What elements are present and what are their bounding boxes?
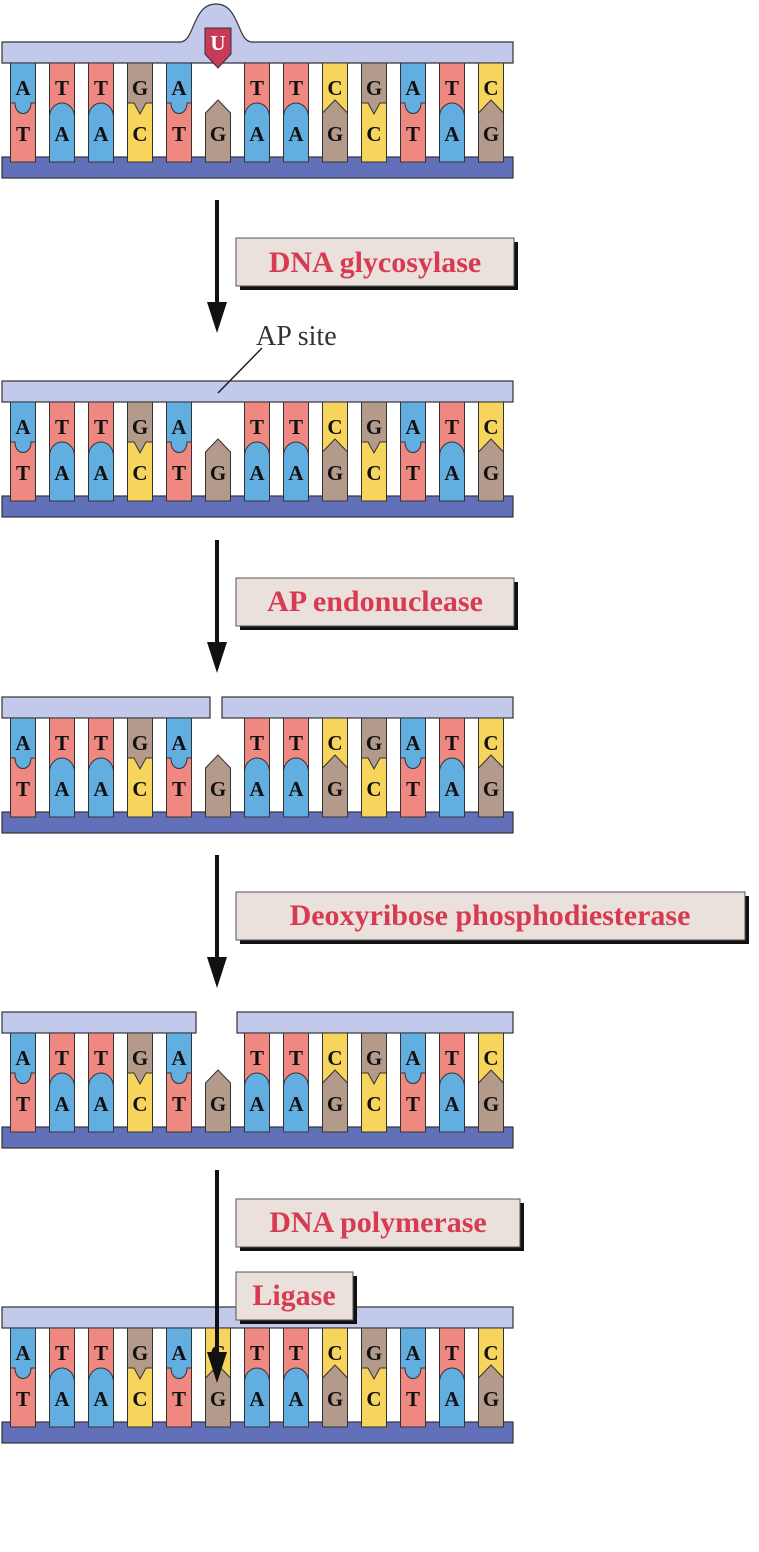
top-backbone: [2, 4, 513, 63]
base-letter: A: [405, 1341, 421, 1365]
base-letter: G: [131, 76, 149, 100]
base-letter: A: [54, 1387, 70, 1411]
base-letter: A: [54, 1092, 70, 1116]
base-letter: T: [15, 1092, 31, 1116]
base-letter: G: [482, 122, 500, 146]
base-letter: G: [326, 777, 344, 801]
base-letter: T: [444, 731, 460, 755]
bottom-base-A: [284, 758, 309, 817]
enzyme-label-deoxyribose-phosphodiesterase: [236, 892, 749, 944]
base-letter: T: [288, 76, 304, 100]
top-backbone: [2, 381, 513, 402]
base-letter: A: [405, 731, 421, 755]
base-letter: T: [171, 1092, 187, 1116]
base-letter: T: [288, 731, 304, 755]
bottom-base-G: [479, 1070, 504, 1132]
bottom-base-A: [89, 442, 114, 501]
base-letter: G: [482, 1092, 500, 1116]
base-letter: A: [405, 415, 421, 439]
base-letter: C: [132, 461, 148, 485]
bottom-base-A: [284, 103, 309, 162]
base-letter: C: [132, 777, 148, 801]
base-letter: A: [54, 122, 70, 146]
bottom-base-A: [89, 1368, 114, 1427]
base-letter: G: [209, 1092, 227, 1116]
base-letter: C: [366, 461, 382, 485]
base-letter: T: [93, 76, 109, 100]
bottom-base-A: [245, 442, 270, 501]
bottom-base-A: [440, 1073, 465, 1132]
bottom-base-A: [89, 758, 114, 817]
base-letter: C: [366, 122, 382, 146]
base-letter: C: [366, 1387, 382, 1411]
base-letter: A: [93, 122, 109, 146]
base-letter: T: [54, 1046, 70, 1070]
bottom-base-G: [206, 439, 231, 501]
base-letter: A: [93, 777, 109, 801]
base-letter: G: [209, 1387, 227, 1411]
bottom-base-A: [440, 442, 465, 501]
base-letter: T: [249, 731, 265, 755]
base-letter: T: [93, 1046, 109, 1070]
bottom-base-A: [89, 103, 114, 162]
base-letter: T: [249, 76, 265, 100]
base-letter: T: [15, 1387, 31, 1411]
repaired-dna: [2, 1307, 513, 1443]
bottom-base-A: [50, 1368, 75, 1427]
base-letter: T: [171, 1387, 187, 1411]
base-letter: G: [131, 731, 149, 755]
base-letter: G: [482, 1387, 500, 1411]
base-letter: G: [209, 122, 227, 146]
base-letter: C: [366, 777, 382, 801]
base-letter: C: [327, 76, 343, 100]
enzyme-name: DNA glycosylase: [268, 246, 482, 279]
enzyme-label-ap-endonuclease: [236, 578, 518, 630]
bottom-base-A: [440, 1368, 465, 1427]
enzyme-name: AP endonuclease: [267, 585, 483, 618]
nicked-dna: [2, 697, 513, 833]
top-backbone: [222, 697, 513, 718]
base-letter: T: [171, 122, 187, 146]
base-letter: T: [15, 122, 31, 146]
bottom-base-G: [323, 755, 348, 817]
bottom-base-G: [206, 100, 231, 162]
base-letter: T: [405, 1092, 421, 1116]
base-letter: T: [54, 731, 70, 755]
bottom-base-G: [479, 100, 504, 162]
enzyme-name: DNA polymerase: [269, 1206, 487, 1239]
base-letter: T: [444, 76, 460, 100]
base-letter: A: [15, 76, 31, 100]
bottom-base-G: [323, 1365, 348, 1427]
bottom-base-G: [479, 1365, 504, 1427]
top-backbone: [237, 1012, 513, 1033]
base-letter: A: [249, 1092, 265, 1116]
base-letter: T: [54, 1341, 70, 1365]
base-letter: T: [288, 1341, 304, 1365]
base-letter: C: [483, 415, 499, 439]
bottom-base-A: [284, 1368, 309, 1427]
arrow-step-3: [207, 855, 227, 988]
bottom-base-G: [479, 755, 504, 817]
damaged-dna: [2, 4, 513, 178]
bottom-base-G: [206, 1070, 231, 1132]
bottom-base-A: [284, 1073, 309, 1132]
base-letter: G: [131, 1046, 149, 1070]
base-letter: C: [483, 1341, 499, 1365]
bottom-base-A: [50, 1073, 75, 1132]
base-letter: A: [54, 461, 70, 485]
base-letter: A: [171, 731, 187, 755]
base-letter: T: [288, 1046, 304, 1070]
base-letter: G: [326, 1387, 344, 1411]
base-letter: G: [209, 777, 227, 801]
base-letter: G: [365, 731, 383, 755]
base-letter: T: [15, 777, 31, 801]
bottom-base-A: [245, 758, 270, 817]
base-letter: A: [444, 1387, 460, 1411]
base-letter: G: [365, 76, 383, 100]
base-letter: G: [326, 1092, 344, 1116]
base-letter: C: [132, 122, 148, 146]
bottom-base-A: [89, 1073, 114, 1132]
base-letter: A: [171, 76, 187, 100]
enzyme-name: Deoxyribose phosphodiesterase: [289, 899, 691, 932]
base-letter: T: [93, 1341, 109, 1365]
base-letter: A: [444, 122, 460, 146]
bottom-base-A: [50, 103, 75, 162]
base-letter: C: [327, 415, 343, 439]
base-letter: A: [249, 777, 265, 801]
base-letter: T: [405, 1387, 421, 1411]
base-letter: T: [444, 1046, 460, 1070]
base-letter: A: [288, 122, 304, 146]
arrow-step-1: [207, 200, 227, 333]
bottom-base-A: [245, 103, 270, 162]
base-letter: G: [326, 461, 344, 485]
bottom-base-A: [245, 1368, 270, 1427]
base-letter: A: [444, 461, 460, 485]
base-letter: G: [365, 415, 383, 439]
base-letter: A: [93, 1387, 109, 1411]
base-letter: T: [171, 777, 187, 801]
base-letter: G: [365, 1046, 383, 1070]
bottom-base-A: [440, 103, 465, 162]
base-letter: A: [93, 461, 109, 485]
base-letter: A: [249, 461, 265, 485]
enzyme-label-dna-glycosylase: [236, 238, 518, 290]
base-letter: G: [482, 461, 500, 485]
base-letter: T: [93, 415, 109, 439]
base-letter: T: [249, 1046, 265, 1070]
enzyme-name: Ligase: [252, 1279, 336, 1312]
base-letter: T: [171, 461, 187, 485]
bottom-base-G: [206, 755, 231, 817]
base-letter: A: [54, 777, 70, 801]
base-letter: A: [288, 777, 304, 801]
top-backbone: [2, 697, 210, 718]
bottom-base-G: [479, 439, 504, 501]
base-letter: T: [288, 415, 304, 439]
base-letter: T: [249, 1341, 265, 1365]
base-letter: G: [365, 1341, 383, 1365]
base-letter: T: [249, 415, 265, 439]
base-letter: C: [327, 1341, 343, 1365]
enzyme-label-ligase: [236, 1272, 357, 1324]
base-letter: T: [54, 415, 70, 439]
base-letter: A: [15, 731, 31, 755]
bottom-base-A: [50, 442, 75, 501]
base-letter: C: [483, 731, 499, 755]
base-letter: A: [15, 415, 31, 439]
base-letter: G: [131, 1341, 149, 1365]
base-letter: A: [171, 415, 187, 439]
base-letter: T: [405, 461, 421, 485]
base-letter: U: [210, 31, 226, 55]
ap-site-label: AP site: [256, 321, 337, 352]
bottom-base-G: [323, 439, 348, 501]
base-letter: T: [444, 415, 460, 439]
bottom-base-A: [245, 1073, 270, 1132]
base-letter: C: [366, 1092, 382, 1116]
base-letter: A: [171, 1046, 187, 1070]
base-letter: A: [444, 1092, 460, 1116]
base-letter: T: [405, 122, 421, 146]
base-letter: A: [15, 1341, 31, 1365]
base-letter: A: [405, 76, 421, 100]
base-letter: T: [54, 76, 70, 100]
base-letter: A: [171, 1341, 187, 1365]
base-letter: A: [249, 1387, 265, 1411]
base-letter: T: [444, 1341, 460, 1365]
bottom-base-G: [323, 100, 348, 162]
base-letter: A: [93, 1092, 109, 1116]
base-letter: T: [93, 731, 109, 755]
base-letter: A: [288, 1387, 304, 1411]
base-letter: G: [482, 777, 500, 801]
base-letter: T: [405, 777, 421, 801]
base-letter: G: [209, 461, 227, 485]
base-letter: C: [132, 1092, 148, 1116]
base-letter: G: [131, 415, 149, 439]
bottom-base-A: [284, 442, 309, 501]
base-letter: C: [483, 1046, 499, 1070]
base-letter: C: [483, 76, 499, 100]
base-letter: A: [249, 122, 265, 146]
base-letter: T: [15, 461, 31, 485]
arrow-step-2: [207, 540, 227, 673]
top-backbone: [2, 1012, 196, 1033]
bottom-base-A: [50, 758, 75, 817]
gapped-dna: [2, 1012, 513, 1148]
base-letter: C: [327, 731, 343, 755]
base-letter: G: [326, 122, 344, 146]
base-letter: A: [405, 1046, 421, 1070]
base-letter: C: [132, 1387, 148, 1411]
base-letter: A: [288, 1092, 304, 1116]
base-letter: A: [288, 461, 304, 485]
ap-site-dna: [2, 381, 513, 517]
enzyme-label-dna-polymerase: [236, 1199, 524, 1251]
base-letter: C: [327, 1046, 343, 1070]
bottom-base-A: [440, 758, 465, 817]
base-letter: A: [444, 777, 460, 801]
base-letter: A: [15, 1046, 31, 1070]
bottom-base-G: [323, 1070, 348, 1132]
